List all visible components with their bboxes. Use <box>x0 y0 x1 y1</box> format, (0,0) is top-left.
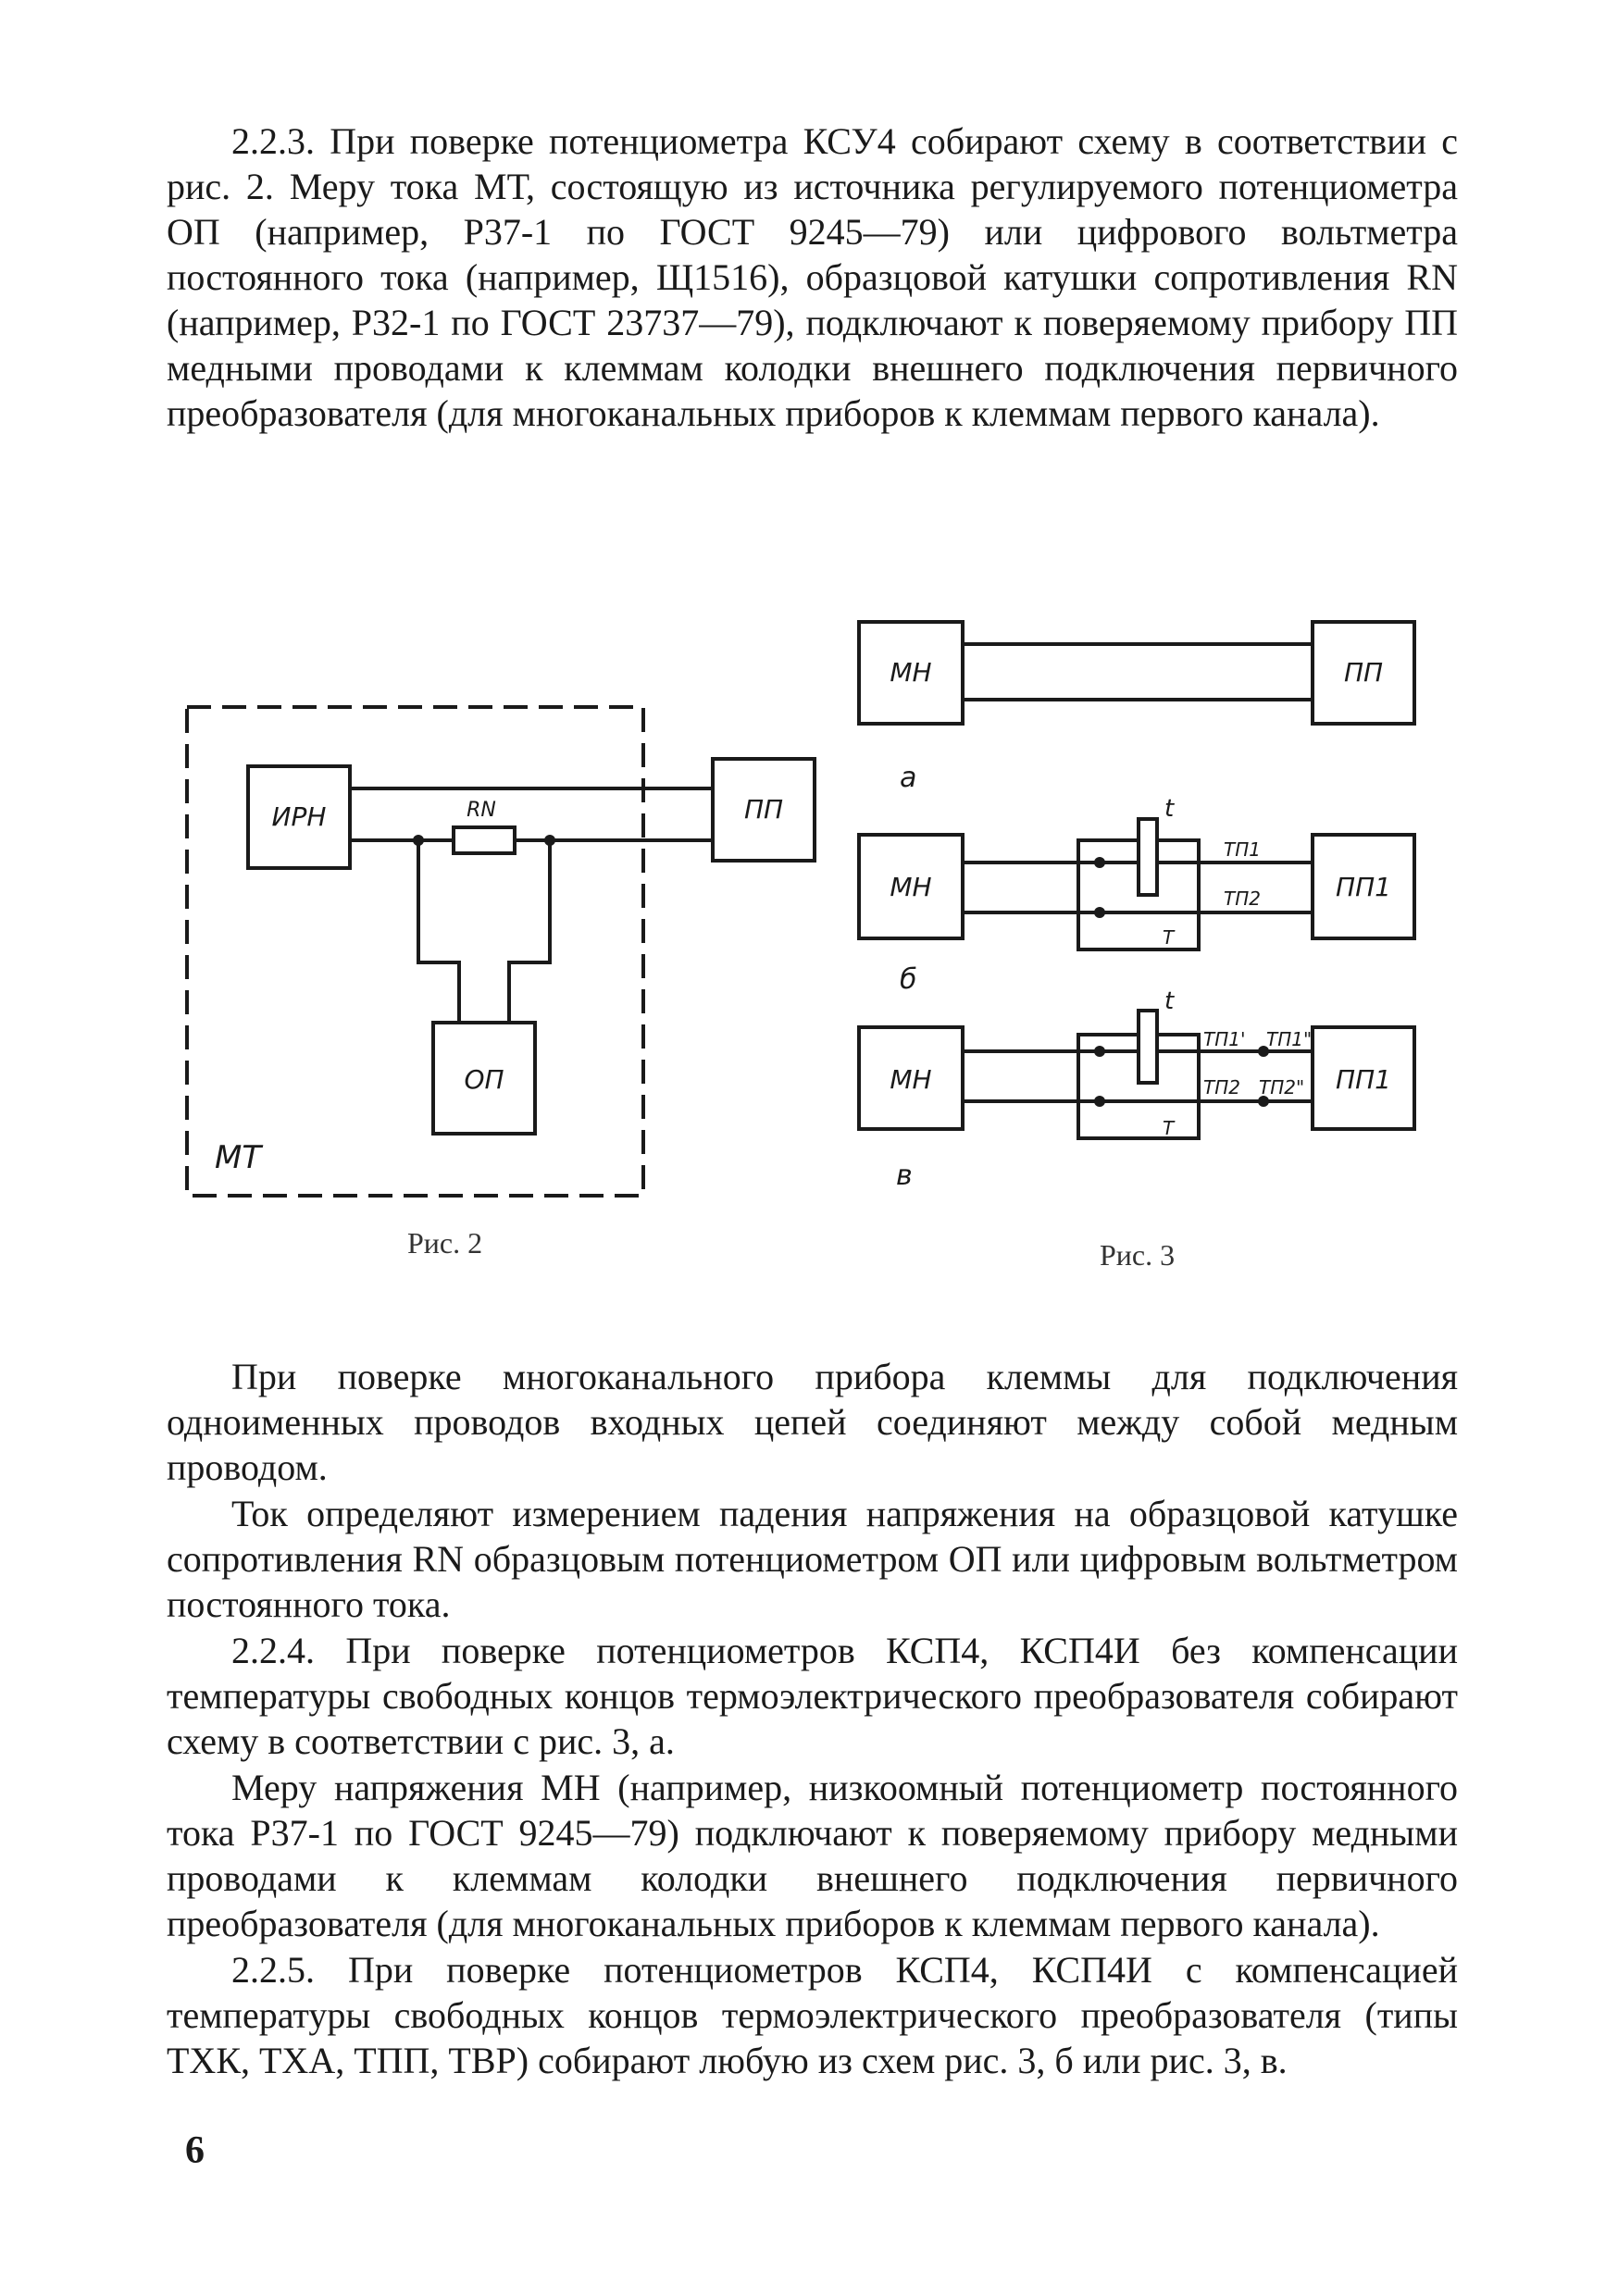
fig3v-tp2b-label: ТП2" <box>1259 1076 1305 1098</box>
fig3v-mn-label: МН <box>890 1064 932 1095</box>
figure-3-diagram <box>852 602 1425 1222</box>
fig3v-node-top-left <box>1094 1046 1105 1057</box>
fig3b-thermometer <box>1139 819 1157 895</box>
text-block-top <box>167 118 1458 436</box>
irn-label: ИРН <box>271 801 327 832</box>
fig3b-thermo-label: Т <box>1163 926 1175 949</box>
fig3v-letter: в <box>896 1160 913 1192</box>
paragraph-multichannel: При поверке многоканального прибора клеммы для подключения одноименных проводов входных цепей соединяют между собой медным проводом. <box>167 1356 1458 1488</box>
text-block-bottom <box>167 1354 1458 2083</box>
op-wire-left <box>418 840 459 1023</box>
page-number: 6 <box>185 2129 205 2172</box>
fig3b-node-top <box>1094 857 1105 868</box>
paragraph-current: Ток определяют измерением падения напряжения на образцовой катушке сопротивления RN образцовым потенциометром ОП или цифровым вольтметром постоянного тока. <box>167 1493 1458 1625</box>
fig3v-pp-label: ПП1 <box>1336 1064 1391 1095</box>
paragraph-voltage-measure: Меру напряжения МН (например, низкоомный потенциометр постоянного тока Р37-1 по ГОСТ 9245—79) подключают к поверяемому прибору медными проводами к клеммам колодки внешнего подключения первичного преобразователя (для многоканальных приборов к клеммам первого канала). <box>167 1767 1458 1944</box>
fig3a-wires <box>963 644 1313 700</box>
fig3b-mn-label: МН <box>890 872 932 902</box>
fig3v-node-bottom-left <box>1094 1096 1105 1107</box>
fig3v-tp1a-label: ТП1' <box>1203 1028 1246 1050</box>
fig3b-pp-label: ПП1 <box>1336 872 1391 902</box>
figure-2-caption: Рис. 2 <box>407 1226 483 1260</box>
figure-2-diagram <box>176 685 842 1203</box>
fig3b-node-bottom <box>1094 907 1105 918</box>
fig3v-thermo-label: Т <box>1163 1117 1175 1139</box>
resistor-rn <box>454 827 515 853</box>
fig3b-letter: б <box>900 963 917 996</box>
fig3b-t-label: t <box>1164 795 1175 823</box>
mt-label: МТ <box>215 1139 262 1176</box>
fig3b-tp2-label: ТП2 <box>1224 887 1261 910</box>
figure-3-caption: Рис. 3 <box>1100 1238 1176 1272</box>
fig3v-thermometer <box>1139 1011 1157 1083</box>
paragraph-2-2-3: 2.2.3. При поверке потенциометра КСУ4 собирают схему в соответствии с рис. 2. Меру тока МТ, состоящую из источника регулируемого потенциометра ОП (например, Р37-1 по ГОСТ 9245—79) или цифрового вольтметра постоянного тока (например, Щ1516), образцовой катушки сопротивления RN (например, Р32-1 по ГОСТ 23737—79), подключают к поверяемому прибору ПП медными проводами к клеммам колодки внешнего подключения первичного преобразователя (для многоканальных приборов к клеммам первого канала). <box>167 120 1458 434</box>
paragraph-2-2-4: 2.2.4. При поверке потенциометров КСП4, КСП4И без компенсации температуры свободных концов термоэлектрического преобразователя собирают схему в соответствии с рис. 3, а. <box>167 1630 1458 1762</box>
paragraph-2-2-5: 2.2.5. При поверке потенциометров КСП4, КСП4И с компенсацией температуры свободных концов термоэлектрического преобразователя (типы ТХК, ТХА, ТПП, ТВР) собирают любую из схем рис. 3, б или рис. 3, в. <box>167 1949 1458 2081</box>
fig3v-tp1b-label: ТП1" <box>1266 1028 1313 1050</box>
resistor-label: RN <box>467 799 496 822</box>
fig3a-letter: а <box>900 762 917 794</box>
fig3b-tp1-label: ТП1 <box>1224 838 1261 861</box>
op-wire-right <box>509 840 550 1023</box>
fig3a-mn-label: МН <box>890 657 932 688</box>
fig3v-t-label: t <box>1164 987 1175 1015</box>
fig3a-pp-label: ПП <box>1343 657 1384 688</box>
fig3v-tp2a-label: ТП2 <box>1203 1076 1240 1098</box>
op-label: ОП <box>464 1064 504 1095</box>
pp-label: ПП <box>743 794 784 825</box>
